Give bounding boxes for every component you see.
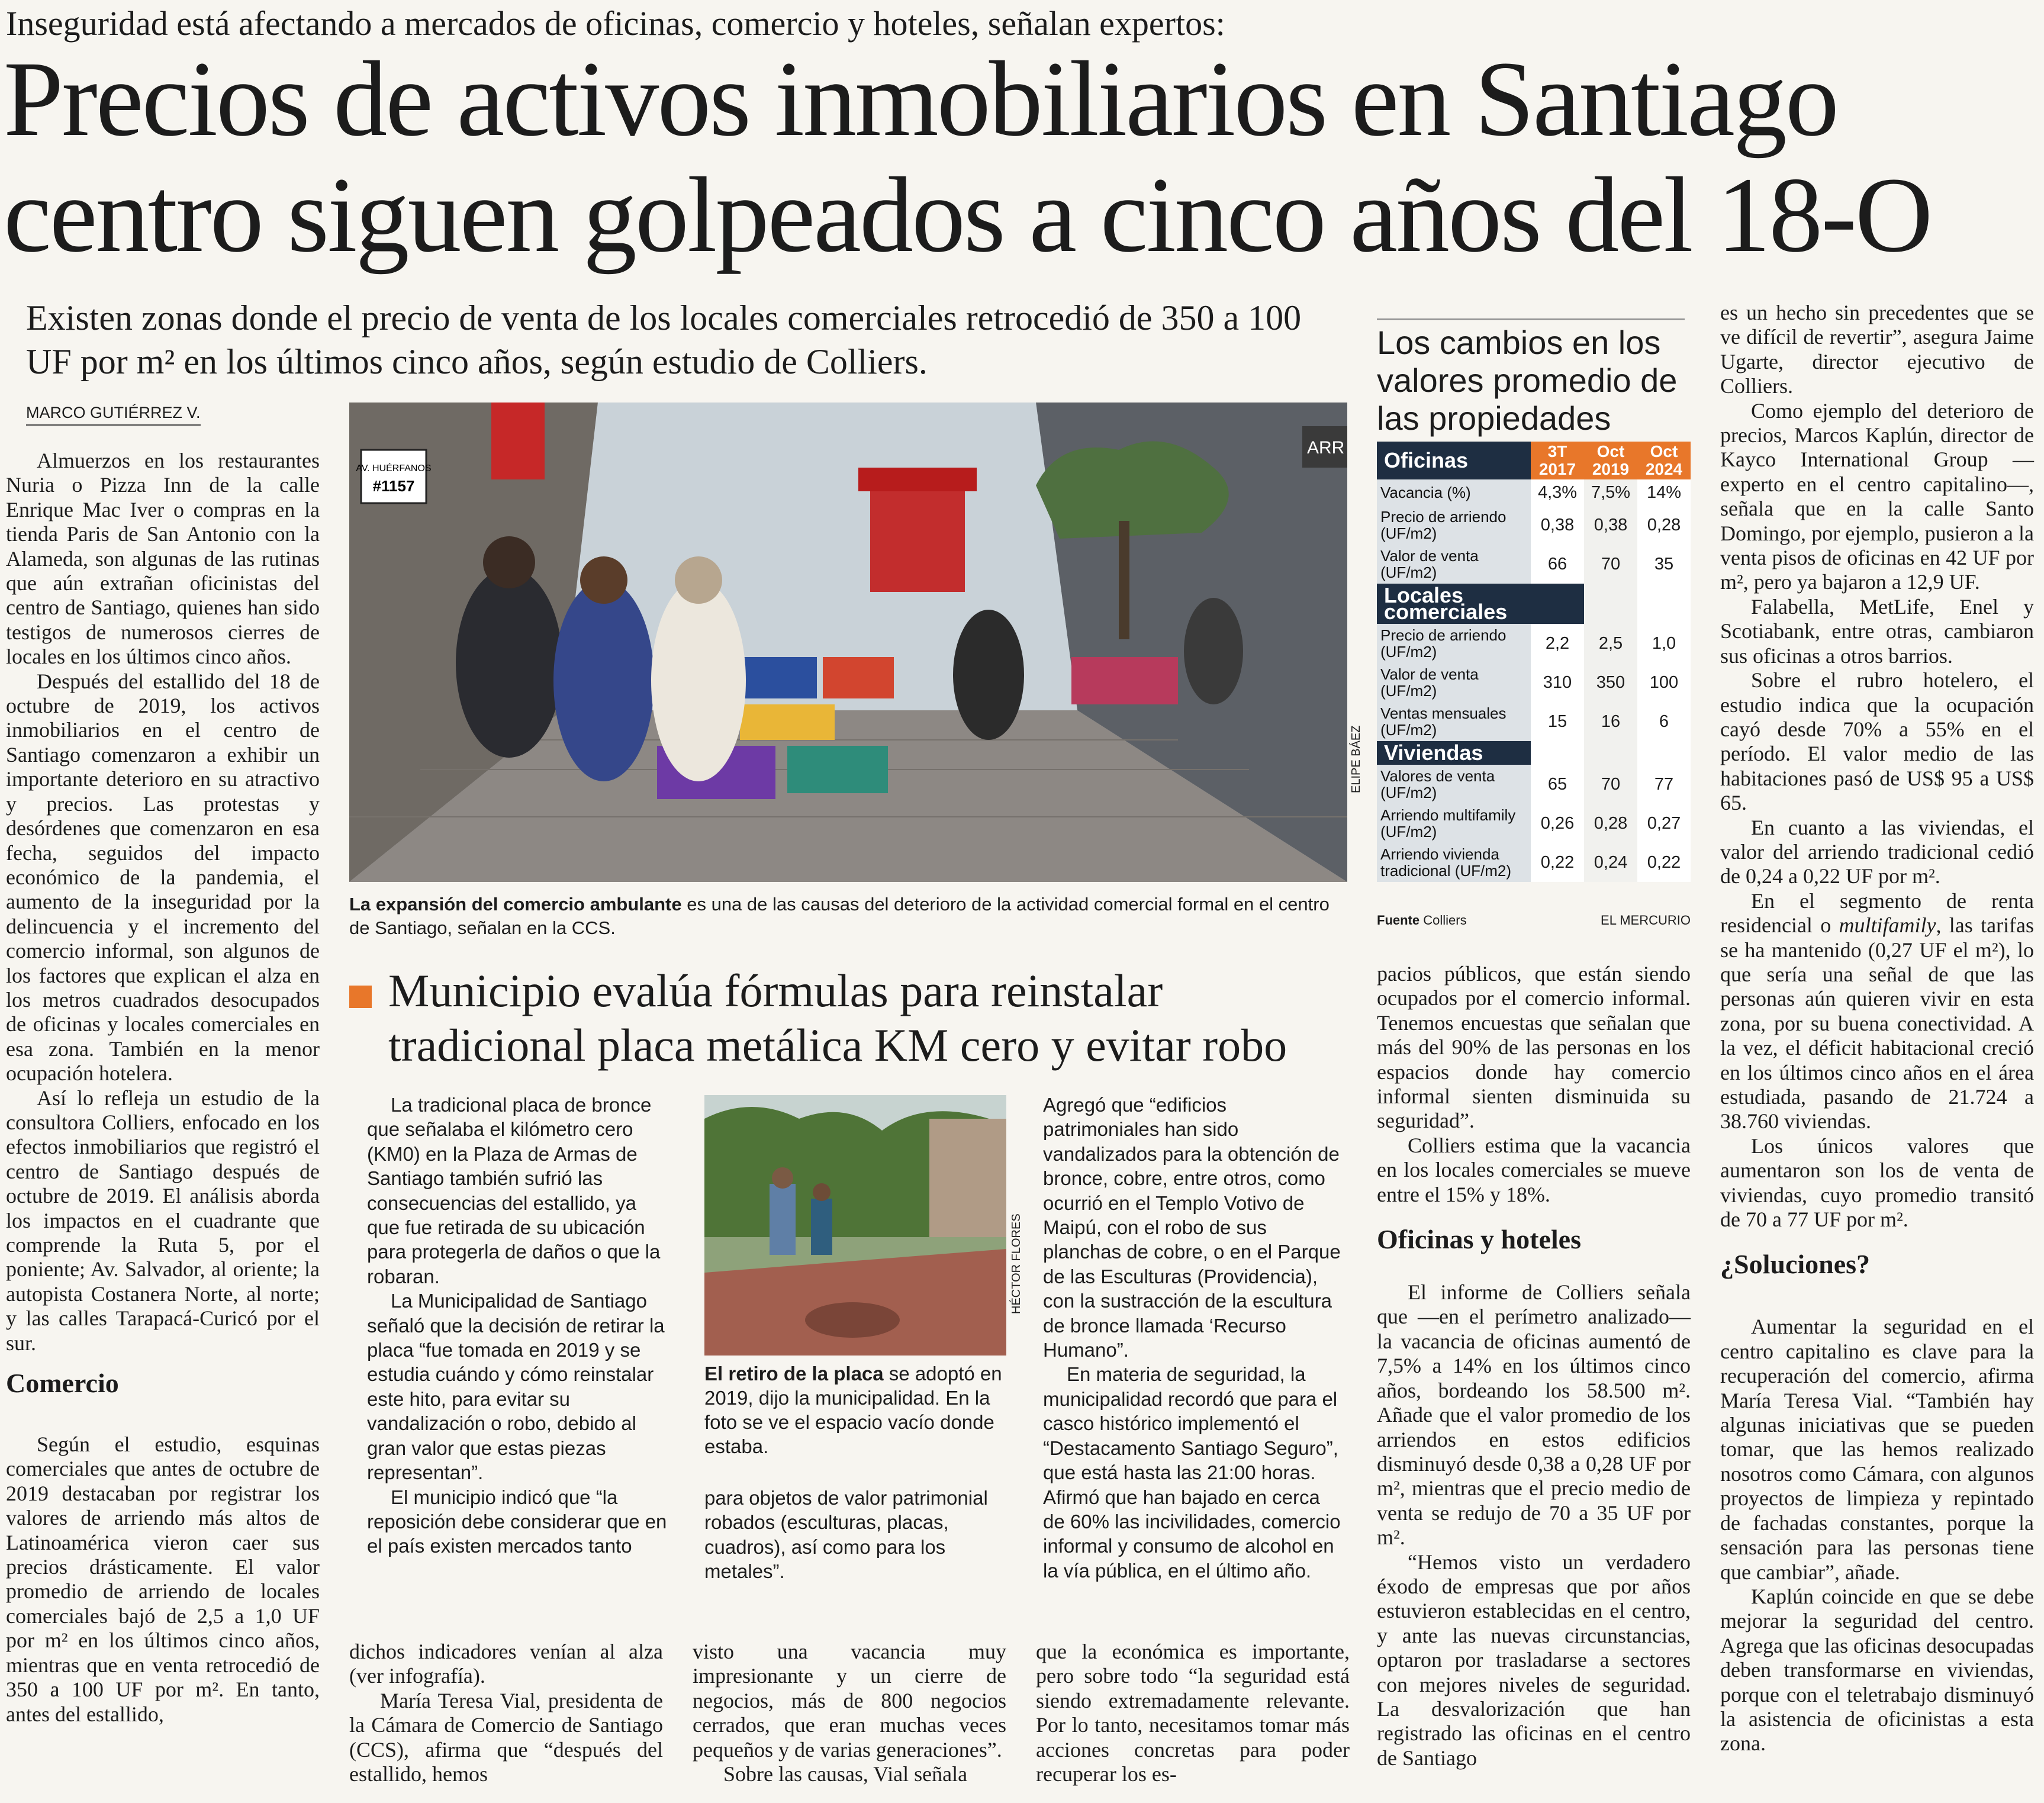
cell: 350 bbox=[1584, 663, 1637, 702]
cell: 0,24 bbox=[1584, 843, 1637, 882]
paragraph: Según el estudio, esquinas comerciales que antes de octubre de 2019 destacaban por registrar los valores de arriendo más altos de Latinoamérica vieron caer sus precios drásticamente. El valor promedio de arriendo de locales comerciales bajó de 2,5 a 1,0 UF por m² en los últimos cinco años, mientras que en venta retrocedió de 350 a 100 UF por m². En tanto, antes del estallido, bbox=[6, 1432, 320, 1726]
cell: 70 bbox=[1584, 545, 1637, 584]
cell: 6 bbox=[1637, 702, 1691, 741]
column-6 bbox=[1377, 962, 1691, 1770]
infobox-source bbox=[1377, 913, 1691, 928]
section-header-viviendas: Viviendas bbox=[1377, 741, 1531, 765]
sign-text: ARR bbox=[1307, 438, 1345, 458]
paragraph: que la económica es importante, pero sobre todo “la seguridad está siendo extremadamente relevante. Por lo tanto, necesitamos tomar más acciones concretas para poder recuperar los es- bbox=[1036, 1640, 1350, 1786]
photo-caption bbox=[349, 893, 1350, 940]
caption-lead: El retiro de la placa bbox=[704, 1363, 884, 1385]
publisher-credit: EL MERCURIO bbox=[1601, 913, 1691, 928]
paragraph: El municipio indicó que “la reposición debe considerar que en el país existen mercados tanto bbox=[367, 1486, 667, 1557]
cell: 2,2 bbox=[1531, 624, 1584, 663]
cell: 2,5 bbox=[1584, 624, 1637, 663]
paragraph: La tradicional placa de bronce que señalaba el kilómetro cero (KM0) en la Plaza de Armas de Santiago también sufrió las consecuencias del estallido, ya que fue retirada de su ubicación para protegerla de daños o que la robaran. bbox=[367, 1094, 661, 1287]
cell: 0,28 bbox=[1584, 804, 1637, 843]
text-run: , las tarifas se ha mantenido (0,27 UF el m²), lo que sería una señal de que las personas aún quieren vivir en esta zona, por su buena conectividad. A la vez, el déficit habitacional creció en los últimos cinco años en el área estudiada, pasando de 21.724 a 38.760 viviendas. bbox=[1720, 913, 2035, 1134]
paragraph: visto una vacancia muy impresionante y un cierre de negocios, más de 800 negocios cerrados, que eran muchas veces pequeños y de varias generaciones”. bbox=[693, 1640, 1006, 1762]
row-label: Valor de venta (UF/m2) bbox=[1377, 545, 1531, 584]
photo-credit: HÉCTOR FLORES bbox=[1010, 1213, 1023, 1314]
source-label: Fuente bbox=[1377, 913, 1420, 928]
cell: 0,26 bbox=[1531, 804, 1584, 843]
cell: 4,3% bbox=[1531, 479, 1584, 506]
year-header: 3T 2017 bbox=[1531, 442, 1584, 479]
paragraph: La Municipalidad de Santiago señaló que la decisión de retirar la placa “fue tomada en 2019 y se estudia cuándo y cómo reinstalar este hito, para evitar su vandalización o robo, debido al gran valor que estas piezas representan”. bbox=[367, 1290, 665, 1484]
text-run-italic: multifamily bbox=[1839, 913, 1936, 938]
paragraph: Aumentar la seguridad en el centro capitalino es clave para la recuperación del comercio, afirma María Teresa Vial. “También hay algunas iniciativas que se pueden tomar, que las hemos realizado nosotros como Cámara, con algunos proyectos de limpieza y repintado de fachadas constantes, porque la sensación para las personas tiene que cambiar”, añade. bbox=[1720, 1315, 2034, 1584]
cell: 0,38 bbox=[1584, 506, 1637, 545]
paragraph: “Hemos visto un verdadero éxodo de empresas que por años estuvieron establecidas en el centro, y ante las nuevas circunstancias, optaron por trasladarse a sectores con mejores niveles de seguridad. La desvalorización que han registrado las oficinas en el centro de Santiago bbox=[1377, 1550, 1691, 1770]
infobox-title: Los cambios en los valores promedio de las propiedades bbox=[1377, 318, 1685, 437]
cell: 0,38 bbox=[1531, 506, 1584, 545]
paragraph: Kaplún coincide en que se debe mejorar la seguridad del centro. Agrega que las oficinas desocupadas deben transformarse en viviendas, porque con el teletrabajo disminuyó la asistencia de oficinistas a esta zona. bbox=[1720, 1584, 2034, 1756]
paragraph: Los únicos valores que aumentaron son los de venta de viviendas, cuyo promedio transitó de 70 a 77 UF por m². bbox=[1720, 1134, 2034, 1232]
photo-caption bbox=[704, 1361, 1006, 1459]
paragraph: En cuanto a las viviendas, el valor del arriendo tradicional cedió de 0,24 a 0,22 UF por m². bbox=[1720, 815, 2034, 888]
sign-text: AV. HUÉRFANOS bbox=[356, 463, 432, 474]
cell: 16 bbox=[1584, 702, 1637, 741]
cell: 15 bbox=[1531, 702, 1584, 741]
section-header-oficinas: Oficinas bbox=[1377, 442, 1531, 479]
row-label: Arriendo vivienda tradicional (UF/m2) bbox=[1377, 843, 1531, 882]
street-scene-illustration bbox=[349, 403, 1347, 882]
paragraph: Agregó que “edificios patrimoniales han sido vandalizados para la obtención de bronce, cobre, entre otros, como ocurrió en el Templo Votivo de Maipú, con el robo de sus planchas de cobre, o en el Parque de las Esculturas (Providencia), con la sustracción de la escultura de bronce llamada ‘Recurso Humano”. bbox=[1043, 1094, 1341, 1361]
kicker: Inseguridad está afectando a mercados de oficinas, comercio y hoteles, señalan expertos: bbox=[6, 4, 1225, 43]
box-column-3 bbox=[1043, 1093, 1345, 1583]
bottom-column-3 bbox=[1036, 1640, 1350, 1786]
cell: 100 bbox=[1637, 663, 1691, 702]
section-header-locales: Locales comerciales bbox=[1377, 584, 1584, 624]
row-label: Valor de venta (UF/m2) bbox=[1377, 663, 1531, 702]
deck: Existen zonas donde el precio de venta de los locales comerciales retrocedió de 350 a 100 UF por m² en los últimos cinco años, según estudio de Colliers. bbox=[26, 298, 1302, 381]
paragraph: Almuerzos en los restaurantes Nuria o Pizza Inn de la calle Enrique Mac Iver o compras en la tienda Paris de San Antonio con la Alameda, son algunas de las rutinas que aún extrañan oficinistas del centro de Santiago, quienes han sido testigos de numerosos cierres de locales en los últimos cinco años. bbox=[6, 449, 320, 669]
cell: 77 bbox=[1637, 765, 1691, 804]
paragraph: Como ejemplo del deterioro de precios, Marcos Kaplún, director de Kayco International Group —experto en el centro capitalino—, señala que en la calle Santo Domingo, por ejemplo, pusieron a la venta pisos de oficinas en 42 UF por m², pero ya bajaron a 12,9 UF. bbox=[1720, 398, 2034, 594]
bottom-column-2 bbox=[693, 1640, 1006, 1786]
caption-text: es una de las causas del deterioro de la actividad comercial formal en el centro de Santiago, señalan en la CCS. bbox=[349, 894, 1330, 938]
cell: 0,27 bbox=[1637, 804, 1691, 843]
row-label: Valores de venta (UF/m2) bbox=[1377, 765, 1531, 804]
column-7 bbox=[1720, 301, 2034, 1756]
paragraph: Colliers estima que la vacancia en los locales comerciales se mueve entre el 15% y 18%. bbox=[1377, 1133, 1691, 1206]
row-label: Precio de arriendo (UF/m2) bbox=[1377, 506, 1531, 545]
year-header: Oct 2019 bbox=[1584, 442, 1637, 479]
plaza-photo bbox=[704, 1095, 1006, 1356]
paragraph: Sobre las causas, Vial señala bbox=[723, 1762, 968, 1786]
cell: 0,22 bbox=[1637, 843, 1691, 882]
cell: 1,0 bbox=[1637, 624, 1691, 663]
cell: 7,5% bbox=[1584, 479, 1637, 506]
paragraph: Así lo refleja un estudio de la consultora Colliers, enfocado en los efectos inmobiliarios que registró el centro de Santiago después de octubre de 2019. El análisis aborda los impactos en el cuadrante que comprende la Ruta 5, por el poniente; Av. Salvador, al oriente; la autopista Costanera Norte, al norte; y las calles Tarapacá-Curicó por el sur. bbox=[6, 1086, 320, 1355]
paragraph: dichos indicadores venían al alza (ver infografía). bbox=[349, 1640, 663, 1688]
section-heading-soluciones: ¿Soluciones? bbox=[1720, 1249, 1871, 1280]
street-vendors-photo bbox=[349, 403, 1347, 882]
cell: 35 bbox=[1637, 545, 1691, 584]
paragraph: para objetos de valor patrimonial robados (esculturas, placas, cuadros), así como para los metales”. bbox=[704, 1487, 988, 1583]
paragraph: es un hecho sin precedentes que se ve difícil de revertir”, asegura Jaime Ugarte, director ejecutivo de Colliers. bbox=[1720, 301, 2034, 398]
row-label: Vacancia (%) bbox=[1377, 479, 1531, 506]
bottom-column-1 bbox=[349, 1640, 663, 1786]
paragraph bbox=[1720, 889, 2034, 1134]
box-column-1 bbox=[367, 1093, 669, 1559]
caption-text: se adoptó en 2019, dijo la municipalidad. En la foto se ve el espacio vacío donde estaba. bbox=[704, 1363, 1002, 1457]
paragraph: En materia de seguridad, la municipalidad recordó que para el casco histórico implementó el “Destacamento Santiago Seguro”, que está hasta las 21:00 horas. Afirmó que han bajado en cerca de 60% las incivilidades, comercio informal y consumo de alcohol en la vía pública, en el último año. bbox=[1043, 1363, 1341, 1582]
cell: 310 bbox=[1531, 663, 1584, 702]
cell: 65 bbox=[1531, 765, 1584, 804]
infobox-table bbox=[1377, 442, 1691, 882]
headline: Precios de activos inmobiliarios en Santiago centro siguen golpeados a cinco años del 18-O bbox=[4, 40, 1932, 275]
box-column-2-continued bbox=[704, 1486, 1006, 1584]
year-header: Oct 2024 bbox=[1637, 442, 1691, 479]
paragraph: pacios públicos, que están siendo ocupados por el comercio informal. Tenemos encuestas que señalan que más del 90% de las personas en los espacios donde hay comercio informal sienten disminuida su seguridad”. bbox=[1377, 962, 1691, 1133]
paragraph: El informe de Colliers señala que —en el perímetro analizado— la vacancia de oficinas aumentó de 7,5% a 14% en los últimos cinco años, bordeando los 58.500 m². Añade que el valor promedio de los arriendos en estos edificios disminuyó desde 0,38 a 0,28 UF por m², mientras que el precio medio de venta se redujo de 70 a 35 UF por m². bbox=[1377, 1280, 1691, 1550]
paragraph: María Teresa Vial, presidenta de la Cámara de Comercio de Santiago (CCS), afirma que “después del estallido, hemos bbox=[349, 1688, 663, 1786]
source-name: Colliers bbox=[1423, 913, 1467, 928]
photo-credit: ELIPE BÁEZ bbox=[1350, 725, 1363, 793]
cell: 14% bbox=[1637, 479, 1691, 506]
plaza-illustration bbox=[704, 1095, 1006, 1356]
row-label: Arriendo multifamily (UF/m2) bbox=[1377, 804, 1531, 843]
text-run: En el segmento de renta residencial o bbox=[1720, 888, 2034, 938]
paragraph: Falabella, MetLife, Enel y Scotiabank, entre otras, cambiaron sus oficinas a otros barrios. bbox=[1720, 594, 2034, 668]
caption-lead: La expansión del comercio ambulante bbox=[349, 894, 682, 915]
cell: 0,28 bbox=[1637, 506, 1691, 545]
section-heading-oficinas: Oficinas y hoteles bbox=[1377, 1224, 1581, 1255]
row-label: Precio de arriendo (UF/m2) bbox=[1377, 624, 1531, 663]
cell: 70 bbox=[1584, 765, 1637, 804]
sign-text: #1157 bbox=[372, 477, 415, 495]
paragraph: Después del estallido del 18 de octubre de 2019, los activos inmobiliarios en el centro de Santiago comenzaron a exhibir un importante deterioro en su atractivo y precios. Las protestas y desórdenes que comenzaron en esa fecha, seguidos del impacto económico de la pandemia, el aumento de la inseguridad por la delincuencia y el incremento del comercio informal, son algunos de los factores que explican el alza en los metros cuadrados desocupados de oficinas y locales comerciales en esa zona. También en la menor ocupación hotelera. bbox=[6, 669, 320, 1086]
paragraph: Sobre el rubro hotelero, el estudio indica que la ocupación cayó desde 70% a 55% en el período. El valor medio de las habitaciones pasó de US$ 95 a US$ 65. bbox=[1720, 668, 2034, 815]
cell: 0,22 bbox=[1531, 843, 1584, 882]
section-heading-comercio: Comercio bbox=[6, 1368, 119, 1399]
column-1 bbox=[6, 449, 320, 1727]
byline: MARCO GUTIÉRREZ V. bbox=[26, 404, 201, 426]
sub-headline: Municipio evalúa fórmulas para reinstalar tradicional placa metálica KM cero y evitar robo bbox=[388, 965, 1287, 1071]
row-label: Ventas mensuales (UF/m2) bbox=[1377, 702, 1531, 741]
cell: 66 bbox=[1531, 545, 1584, 584]
